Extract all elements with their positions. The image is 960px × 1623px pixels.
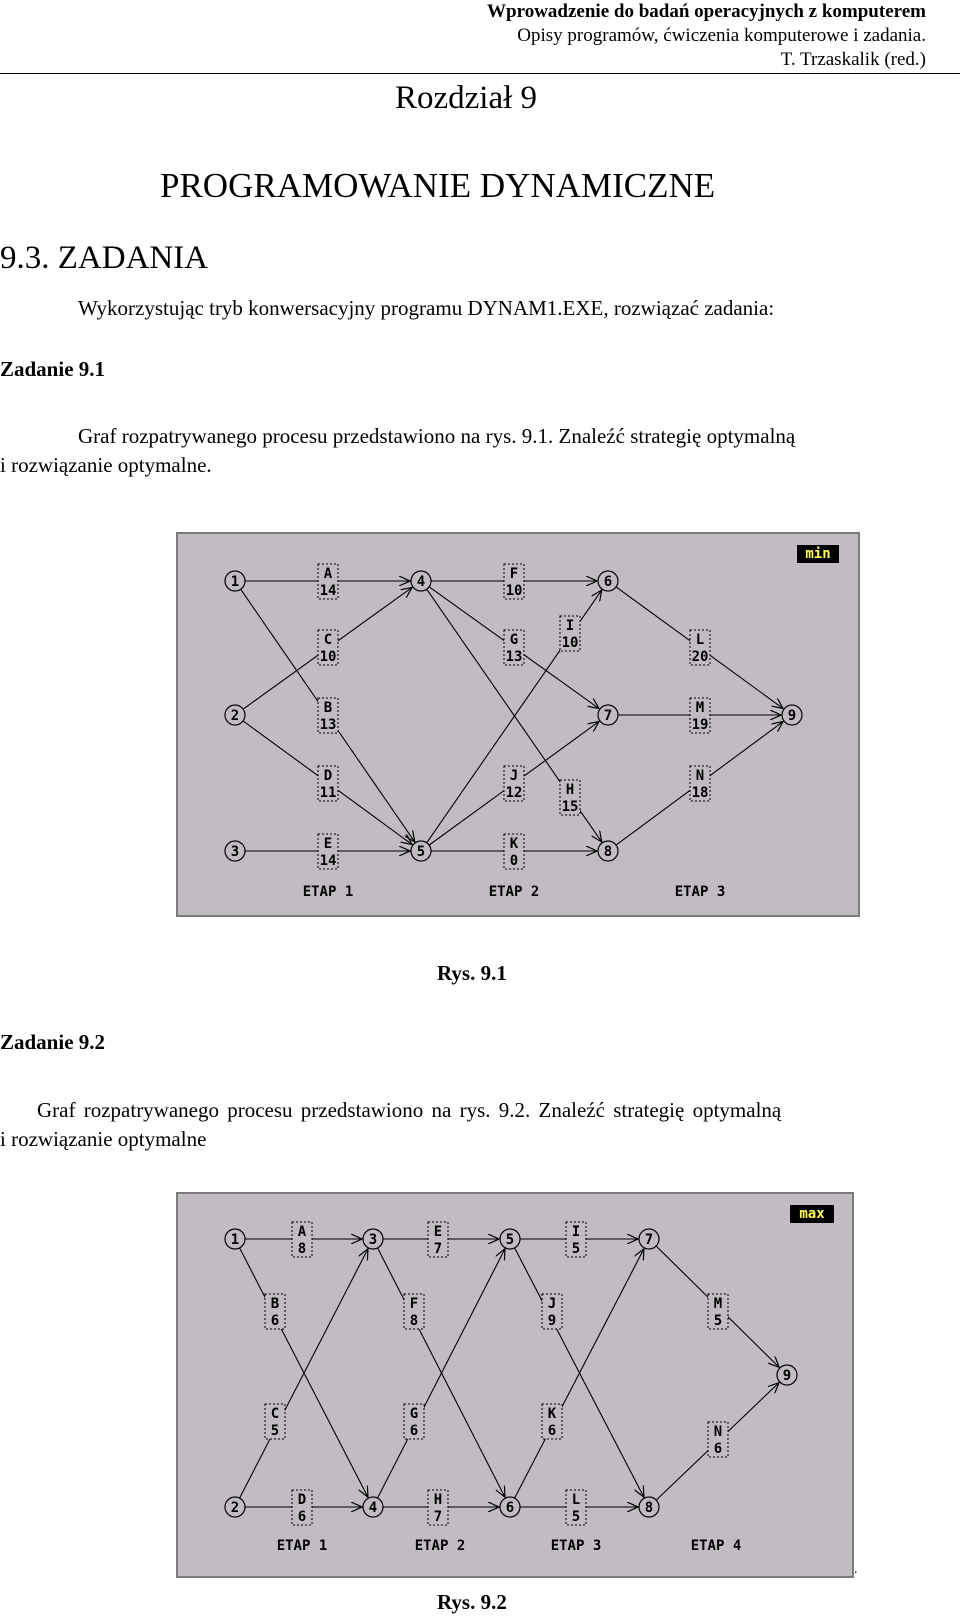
edge-label-value: 5 <box>713 1313 723 1329</box>
edge-label-E <box>318 834 338 869</box>
chapter-heading: Rozdział 9 <box>395 80 538 116</box>
edge-label-C <box>265 1404 285 1439</box>
edge-label-F <box>504 564 524 599</box>
edge-label-J <box>542 1294 562 1329</box>
stage-label-1: ETAP 1 <box>302 884 354 900</box>
mode-badge-text: min <box>805 546 831 562</box>
edge-label-value: 18 <box>691 785 709 801</box>
edge-label-value: 13 <box>319 717 337 733</box>
task2-text-line1: Graf rozpatrywanego procesu przedstawiono na rys. 9.2. Znaleźć strategię optymalną <box>37 1098 782 1122</box>
header-rule <box>0 73 960 74</box>
edge-label-letter: E <box>433 1224 443 1240</box>
node-number: 4 <box>416 574 426 590</box>
node-8 <box>639 1497 659 1517</box>
edge-label-value: 6 <box>713 1441 723 1457</box>
node-1 <box>225 571 245 591</box>
edge-label-letter: C <box>270 1406 280 1422</box>
task1-text-line2: i rozwiązanie optymalne. <box>0 453 212 477</box>
edge-label-letter: D <box>297 1492 307 1508</box>
edge-label-value: 20 <box>691 649 709 665</box>
stage-label-2: ETAP 2 <box>414 1538 466 1554</box>
node-7 <box>598 705 618 725</box>
stage-label-3: ETAP 3 <box>550 1538 602 1554</box>
node-number: 7 <box>644 1232 654 1248</box>
node-3 <box>363 1229 383 1249</box>
mode-badge-text: max <box>799 1206 825 1222</box>
edge-label-B <box>318 698 338 733</box>
edge-label-value: 7 <box>433 1509 443 1525</box>
node-3 <box>225 841 245 861</box>
edge-label-value: 5 <box>571 1241 581 1257</box>
edge-label-value: 11 <box>319 785 337 801</box>
edge-label-letter: E <box>323 836 333 852</box>
task1-text-line1: Graf rozpatrywanego procesu przedstawiono na rys. 9.1. Znaleźć strategię optymalną <box>78 424 796 448</box>
edge-label-letter: G <box>409 1406 419 1422</box>
node-number: 3 <box>368 1232 378 1248</box>
edge-label-value: 10 <box>319 649 337 665</box>
edge-label-value: 8 <box>297 1241 307 1257</box>
edge-label-letter: H <box>433 1492 443 1508</box>
node-9 <box>777 1365 797 1385</box>
stray-dot: . <box>854 1562 858 1577</box>
edge-label-letter: J <box>547 1296 557 1312</box>
edge-label-L <box>566 1490 586 1525</box>
edge-label-letter: A <box>297 1224 307 1240</box>
edge-label-N <box>708 1422 728 1457</box>
node-number: 6 <box>505 1500 515 1516</box>
node-1 <box>225 1229 245 1249</box>
edge-label-I <box>560 616 580 651</box>
edge-label-value: 5 <box>270 1423 280 1439</box>
node-7 <box>639 1229 659 1249</box>
edge-label-J <box>504 766 524 801</box>
edge-label-letter: N <box>713 1424 723 1440</box>
figure-9-1-caption: Rys. 9.1 <box>437 961 507 985</box>
edge-label-L <box>690 630 710 665</box>
node-number: 7 <box>603 708 613 724</box>
edge-label-letter: L <box>695 632 705 648</box>
node-number: 1 <box>230 1232 240 1248</box>
node-6 <box>500 1497 520 1517</box>
node-number: 2 <box>230 708 240 724</box>
edge-label-letter: D <box>323 768 333 784</box>
graph-9-2 <box>178 1194 852 1576</box>
edge-label-value: 10 <box>505 583 523 599</box>
edge-label-value: 13 <box>505 649 523 665</box>
node-number: 8 <box>644 1500 654 1516</box>
edge-label-K <box>542 1404 562 1439</box>
intro-text: Wykorzystując tryb konwersacyjny programu DYNAM1.EXE, rozwiązać zadania: <box>78 296 775 320</box>
edge-label-letter: B <box>323 700 333 716</box>
node-number: 8 <box>603 844 613 860</box>
node-6 <box>598 571 618 591</box>
edge-label-value: 14 <box>319 853 337 869</box>
figure-9-1 <box>176 532 860 917</box>
node-5 <box>500 1229 520 1249</box>
edge-label-K <box>504 834 524 869</box>
edge-label-letter: C <box>323 632 333 648</box>
edge-label-value: 7 <box>433 1241 443 1257</box>
node-9 <box>782 705 802 725</box>
header-editor: T. Trzaskalik (red.) <box>780 49 926 70</box>
header-subtitle: Opisy programów, ćwiczenia komputerowe i zadania. <box>517 25 926 46</box>
stage-label-1: ETAP 1 <box>276 1538 328 1554</box>
edge-label-value: 15 <box>561 799 579 815</box>
node-5 <box>411 841 431 861</box>
node-number: 9 <box>782 1368 792 1384</box>
figure-9-2-caption: Rys. 9.2 <box>437 1590 507 1614</box>
edge-label-letter: K <box>509 836 519 852</box>
edge-label-letter: K <box>547 1406 557 1422</box>
edge-label-letter: F <box>409 1296 419 1312</box>
node-number: 5 <box>505 1232 515 1248</box>
edge-label-letter: H <box>565 782 575 798</box>
node-number: 6 <box>603 574 613 590</box>
edge-label-value: 10 <box>561 635 579 651</box>
node-8 <box>598 841 618 861</box>
edge-label-D <box>318 766 338 801</box>
edge-label-letter: M <box>713 1296 723 1312</box>
node-number: 1 <box>230 574 240 590</box>
edge-label-H <box>560 780 580 815</box>
edge-label-letter: J <box>509 768 519 784</box>
node-number: 4 <box>368 1500 378 1516</box>
edge-label-letter: G <box>509 632 519 648</box>
node-2 <box>225 1497 245 1517</box>
figure-9-2 <box>176 1192 854 1578</box>
edge-label-I <box>566 1222 586 1257</box>
edge-label-value: 9 <box>547 1313 557 1329</box>
edge-label-F <box>404 1294 424 1329</box>
stage-label-3: ETAP 3 <box>674 884 726 900</box>
node-4 <box>363 1497 383 1517</box>
edge-label-value: 19 <box>691 717 709 733</box>
edge-label-letter: A <box>323 566 333 582</box>
edge-label-N <box>690 766 710 801</box>
section-heading: 9.3. ZADANIA <box>0 240 209 276</box>
edge-label-E <box>428 1222 448 1257</box>
edge-label-value: 6 <box>297 1509 307 1525</box>
edge-label-value: 8 <box>409 1313 419 1329</box>
node-number: 3 <box>230 844 240 860</box>
node-number: 2 <box>230 1500 240 1516</box>
edge-label-value: 6 <box>409 1423 419 1439</box>
node-4 <box>411 571 431 591</box>
stage-label-2: ETAP 2 <box>488 884 540 900</box>
edge-label-M <box>708 1294 728 1329</box>
edge-label-letter: L <box>571 1492 581 1508</box>
task2-text-line2: i rozwiązanie optymalne <box>0 1127 207 1151</box>
task2-title: Zadanie 9.2 <box>0 1030 106 1054</box>
node-number: 9 <box>787 708 797 724</box>
edge-label-letter: F <box>509 566 519 582</box>
edge-label-value: 6 <box>547 1423 557 1439</box>
edge-label-value: 6 <box>270 1313 280 1329</box>
edge-label-letter: B <box>270 1296 280 1312</box>
header-title: Wprowadzenie do badań operacyjnych z komputerem <box>487 1 926 22</box>
edge-label-A <box>318 564 338 599</box>
edge-label-value: 5 <box>571 1509 581 1525</box>
edge-label-letter: M <box>695 700 705 716</box>
node-number: 5 <box>416 844 426 860</box>
stage-label-4: ETAP 4 <box>690 1538 742 1554</box>
edge-label-B <box>265 1294 285 1329</box>
edge-label-letter: N <box>695 768 705 784</box>
edge-label-letter: I <box>571 1224 581 1240</box>
edge-label-C <box>318 630 338 665</box>
task1-title: Zadanie 9.1 <box>0 357 106 381</box>
mode-badge <box>790 1205 834 1223</box>
edge-label-value: 0 <box>509 853 519 869</box>
node-2 <box>225 705 245 725</box>
mode-badge <box>797 545 839 563</box>
chapter-title: PROGRAMOWANIE DYNAMICZNE <box>160 166 716 205</box>
edge-label-G <box>504 630 524 665</box>
edge-label-letter: I <box>565 618 575 634</box>
edge-label-value: 14 <box>319 583 337 599</box>
edge-label-A <box>292 1222 312 1257</box>
edge-label-H <box>428 1490 448 1525</box>
graph-9-1 <box>178 534 858 915</box>
edge-label-G <box>404 1404 424 1439</box>
edge-label-value: 12 <box>505 785 523 801</box>
edge-label-M <box>690 698 710 733</box>
edge-label-D <box>292 1490 312 1525</box>
